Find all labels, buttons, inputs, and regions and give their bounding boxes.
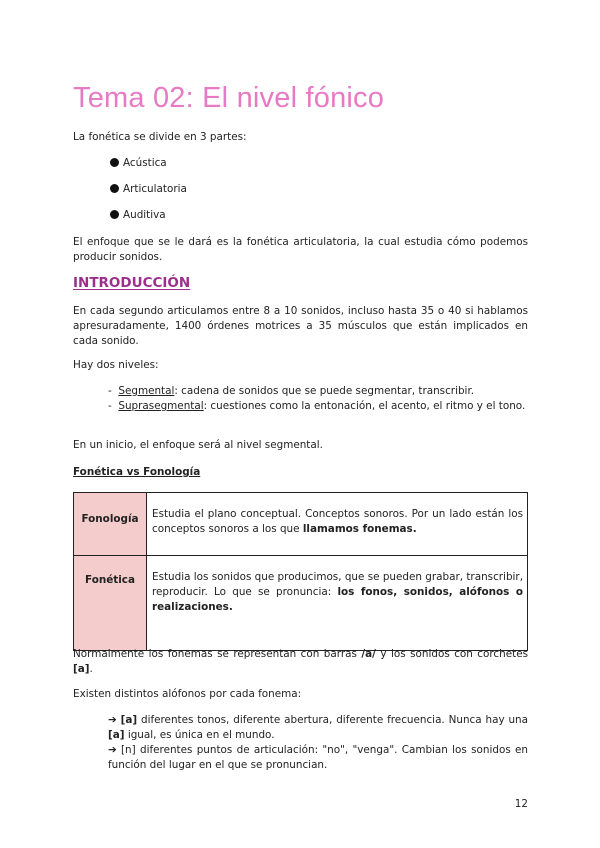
arrow-icon: ➔ — [108, 714, 117, 726]
levels-intro: Hay dos niveles: — [73, 359, 159, 371]
list-item: - Suprasegmental: cuestiones como la entonación, el acento, el ritmo y el tono. — [108, 400, 526, 412]
table-definition-cell: Estudia el plano conceptual. Conceptos sonoros. Por un lado están los conceptos sonoros a los que llamamos fonemas. — [147, 493, 528, 556]
level-term: Suprasegmental — [118, 400, 204, 412]
allophones-intro: Existen distintos alófonos por cada fonema: — [73, 688, 302, 700]
subheading: Fonética vs Fonología — [73, 466, 201, 478]
intro-line: La fonética se divide en 3 partes: — [73, 131, 247, 143]
approach-paragraph: El enfoque que se le dará es la fonética articulatoria, la cual estudia cómo podemos producir sonidos. — [73, 236, 528, 263]
table-term-cell: Fonología — [74, 493, 147, 556]
bullet-icon — [110, 210, 119, 219]
page-title: Tema 02: El nivel fónico — [73, 82, 385, 114]
list-item: ➔ [n] diferentes puntos de articulación: "no", "venga". Cambian los sonidos en función del lugar en el que se pronuncian. — [108, 744, 528, 771]
list-item: ➔ [a] diferentes tonos, diferente abertura, diferente frecuencia. Nunca hay una [a] igual, es única en el mundo. — [108, 714, 528, 741]
intro-paragraph: En cada segundo articulamos entre 8 a 10 sonidos, incluso hasta 35 o 40 si hablamos apresuradamente, 1400 órdenes motrices a 35 músculos que están implicados en cada sonido. — [73, 305, 528, 347]
arrow-icon: ➔ — [108, 744, 117, 756]
list-item: Acústica — [110, 156, 167, 171]
list-item: Auditiva — [110, 208, 166, 223]
page-number: 12 — [514, 798, 528, 810]
table-row — [74, 493, 528, 556]
table-definition-cell: Estudia los sonidos que producimos, que se pueden grabar, transcribir, reproducir. Lo que se pronuncia: los fonos, sonidos, alófonos o realizaciones. — [147, 556, 528, 651]
list-item: - Segmental: cadena de sonidos que se puede segmentar, transcribir. — [108, 385, 475, 397]
table-term-cell: Fonética — [74, 556, 147, 651]
bullet-icon — [110, 184, 119, 193]
section-heading: INTRODUCCIÓN — [73, 275, 191, 291]
segmental-note: En un inicio, el enfoque será al nivel segmental. — [73, 439, 323, 451]
representation-paragraph: Normalmente los fonemas se representan con barras /a/ y los sonidos con corchetes [a]. — [73, 648, 528, 675]
table-row — [74, 556, 528, 651]
bullet-icon — [110, 158, 119, 167]
list-item: Articulatoria — [110, 182, 187, 197]
level-term: Segmental — [118, 385, 175, 397]
comparison-table — [73, 492, 528, 651]
